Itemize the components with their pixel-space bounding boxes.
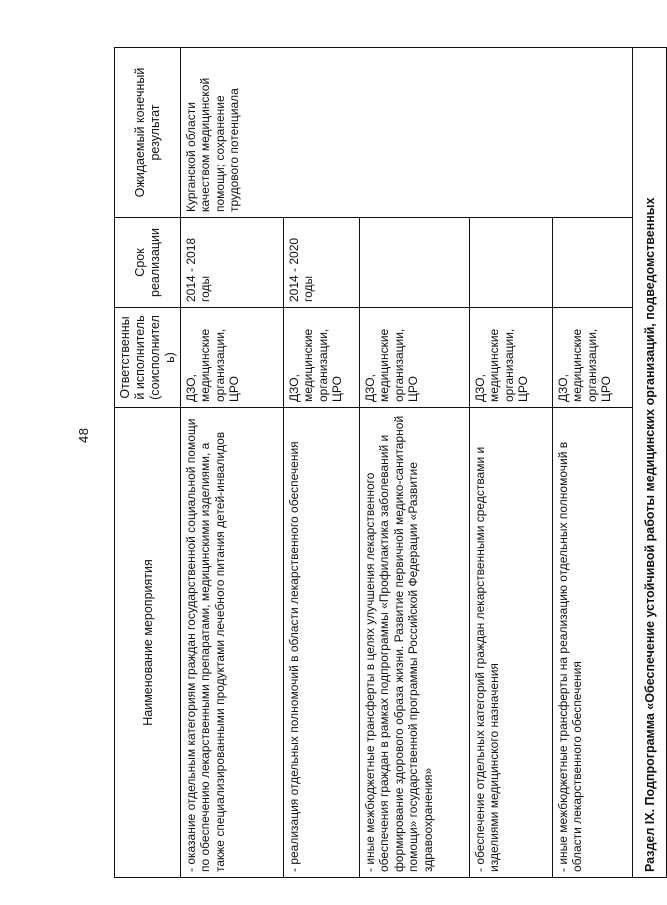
header-term: Срок реализации xyxy=(115,218,181,308)
rotated-table-wrapper xyxy=(114,48,657,878)
row-executor: ДЗО, медицинские организации, ЦРО xyxy=(284,308,360,408)
row-result-empty xyxy=(360,48,470,218)
measures-table xyxy=(114,47,667,878)
table-row xyxy=(553,48,633,878)
header-executor: Ответственный исполнитель (соисполнитель) xyxy=(115,308,181,408)
table-row xyxy=(360,48,470,878)
row-term xyxy=(470,218,553,308)
row-term: 2014 - 2018 годы xyxy=(181,218,284,308)
header-name: Наименование мероприятия xyxy=(115,408,181,878)
row-result: Курганской области качеством медицинской помощи; сохранение трудового потенциала xyxy=(181,48,284,218)
row-name: - оказание отдельным категориям граждан государственной социальной помощи по обеспечению лекарственными препаратами, медицинскими изделиями, а также специализированными продуктами лечебного питания детей-инвалидов xyxy=(181,408,284,878)
row-term: 2014 - 2020 годы xyxy=(284,218,360,308)
header-result: Ожидаемый конечный результат xyxy=(115,48,181,218)
row-name: - реализация отдельных полномочий в области лекарственного обеспечения xyxy=(284,408,360,878)
section-title: Раздел IX. Подпрограмма «Обеспечение устойчивой работы медицинских организаций, подведомственных xyxy=(633,48,667,878)
table-row xyxy=(470,48,553,878)
row-result-empty xyxy=(470,48,553,218)
table-header-row xyxy=(115,48,181,878)
section-title-row xyxy=(633,48,667,878)
table-row xyxy=(181,48,284,878)
row-result-empty xyxy=(553,48,633,218)
row-executor: ДЗО, медицинские организации, ЦРО xyxy=(470,308,553,408)
row-name: - иные межбюджетные трансферты в целях улучшения лекарственного обеспечения граждан в рамках подпрограммы «Профилактика заболеваний и формирование здорового образа жизни. Развитие первичной медико-санитарной помощи» государственной программы Российской Федерации «Развитие здравоохранения» xyxy=(360,408,470,878)
row-name: - обеспечение отдельных категорий граждан лекарственными средствами и изделиями медицинского назначения xyxy=(470,408,553,878)
row-executor: ДЗО, медицинские организации, ЦРО xyxy=(553,308,633,408)
row-term xyxy=(360,218,470,308)
row-name: - иные межбюджетные трансферты на реализацию отдельных полномочий в области лекарственного обеспечения xyxy=(553,408,633,878)
row-executor: ДЗО, медицинские организации, ЦРО xyxy=(360,308,470,408)
page-number: 48 xyxy=(76,427,91,443)
table-row xyxy=(284,48,360,878)
row-executor: ДЗО, медицинские организации, ЦРО xyxy=(181,308,284,408)
row-term xyxy=(553,218,633,308)
row-result-empty xyxy=(284,48,360,218)
